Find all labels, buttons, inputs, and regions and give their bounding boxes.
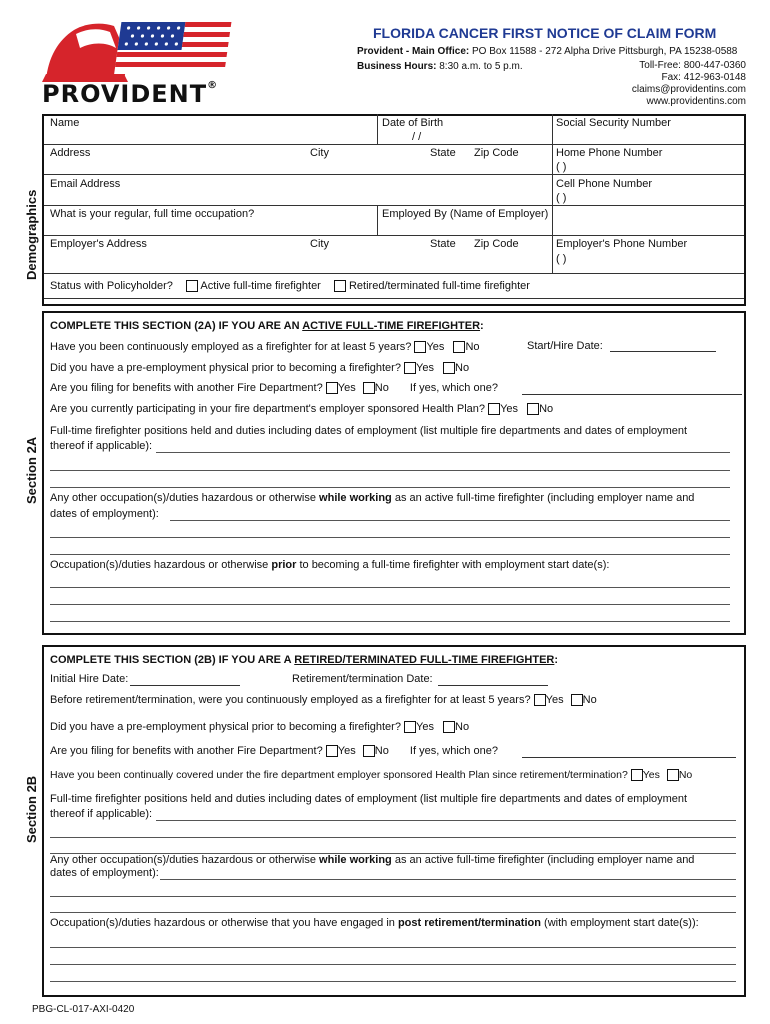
- ssn-field[interactable]: Social Security Number: [556, 117, 671, 129]
- occupation-field[interactable]: What is your regular, full time occupation?: [50, 208, 255, 220]
- 2b-q6-input-2[interactable]: [50, 896, 736, 897]
- employer-phone-field[interactable]: Employer's Phone Number: [556, 238, 688, 250]
- 2a-q2-row: Did you have a pre-employment physical prior to becoming a firefighter? Yes No: [50, 362, 470, 374]
- 2a-q6-input-2[interactable]: [50, 537, 730, 538]
- active-firefighter-label: Active full-time firefighter: [200, 280, 321, 292]
- employer-phone-paren: ( ): [556, 253, 567, 265]
- 2a-q2-no-checkbox[interactable]: [443, 362, 455, 374]
- 2a-q3-no-checkbox[interactable]: [363, 382, 375, 394]
- 2a-q2-yes-checkbox[interactable]: [404, 362, 416, 374]
- status-row: [50, 280, 530, 292]
- brand-name: PROVIDENT: [42, 80, 208, 108]
- 2b-q5-line1: Full-time firefighter positions held and duties including dates of employment (list multiple fire departments and dates of employment: [50, 793, 688, 805]
- employer-state-field[interactable]: State: [430, 238, 456, 250]
- email-link[interactable]: claims@providentins.com: [631, 84, 746, 95]
- employed-by-field[interactable]: Employed By (Name of Employer): [382, 208, 549, 220]
- 2b-q6-line2: dates of employment):: [50, 867, 159, 879]
- 2a-which-one-input[interactable]: [522, 394, 742, 395]
- 2a-q7-line: Occupation(s)/duties hazardous or otherwise prior to becoming a full-time firefighter with employment start date(s):: [50, 559, 610, 571]
- 2b-q4-no-checkbox[interactable]: [667, 769, 679, 781]
- 2b-q1-row: Before retirement/termination, were you continuously employed as a firefighter for at least 5 years? Yes No: [50, 694, 597, 706]
- tollfree-text: Toll-Free: 800-447-0360: [639, 60, 746, 71]
- 2a-q6-line1: Any other occupation(s)/duties hazardous or otherwise while working as an active full-time firefighter (including employer name and: [50, 492, 695, 504]
- 2a-q4-yes-checkbox[interactable]: [488, 403, 500, 415]
- address-field[interactable]: Address: [50, 147, 91, 159]
- employer-zip-field[interactable]: Zip Code: [474, 238, 519, 250]
- name-field[interactable]: Name: [50, 117, 80, 129]
- dob-slashes: / /: [412, 131, 422, 143]
- home-phone-field[interactable]: Home Phone Number: [556, 147, 663, 159]
- 2a-q7-input-2[interactable]: [50, 604, 730, 605]
- cell-phone-paren: ( ): [556, 192, 567, 204]
- 2b-which-one-input[interactable]: [522, 757, 736, 758]
- 2a-q3-row: Are you filing for benefits with another Fire Department? Yes No If yes, which one?: [50, 382, 498, 394]
- 2b-q4-row: Have you been continually covered under the fire department employer sponsored Health Plan since retirement/termination? Yes No: [50, 769, 693, 781]
- 2b-q1-yes-checkbox[interactable]: [534, 694, 546, 706]
- fax-text: Fax: 412-963-0148: [661, 72, 746, 83]
- 2b-q3-yes-checkbox[interactable]: [326, 745, 338, 757]
- 2a-q4-no-checkbox[interactable]: [527, 403, 539, 415]
- 2b-q5-input-2[interactable]: [50, 837, 736, 838]
- 2a-q1-no-checkbox[interactable]: [453, 341, 465, 353]
- employer-address-field[interactable]: Employer's Address: [50, 238, 147, 250]
- 2a-q5-line2: thereof if applicable):: [50, 440, 153, 452]
- 2b-q3-row: Are you filing for benefits with another Fire Department? Yes No If yes, which one?: [50, 745, 498, 757]
- helmet-flag-logo-icon: [36, 18, 246, 88]
- registered-mark: ®: [207, 80, 219, 91]
- employer-city-field[interactable]: City: [310, 238, 329, 250]
- initial-hire-input[interactable]: [130, 685, 240, 686]
- 2a-q5-input-3[interactable]: [50, 487, 730, 488]
- 2a-q5-input-1[interactable]: [156, 452, 730, 453]
- 2b-q2-yes-checkbox[interactable]: [404, 721, 416, 733]
- 2b-q3-no-checkbox[interactable]: [363, 745, 375, 757]
- website-link[interactable]: www.providentins.com: [646, 96, 746, 107]
- 2a-q5-line1: Full-time firefighter positions held and duties including dates of employment (list multiple fire departments and dates of employment: [50, 425, 688, 437]
- 2b-q6-line1: Any other occupation(s)/duties hazardous or otherwise while working as an active full-time firefighter (including employer name and: [50, 854, 695, 866]
- start-hire-input[interactable]: [610, 351, 716, 352]
- section-2a-heading: COMPLETE THIS SECTION (2A) IF YOU ARE AN ACTIVE FULL-TIME FIREFIGHTER:: [50, 320, 484, 332]
- retire-date-input[interactable]: [438, 685, 548, 686]
- home-phone-paren: ( ): [556, 161, 567, 173]
- initial-hire-label: Initial Hire Date:: [50, 673, 129, 685]
- office-line: Provident - Main Office: PO Box 11588 - 272 Alpha Drive Pittsburgh, PA 15238-0588: [357, 46, 738, 57]
- 2b-q5-line2: thereof if applicable):: [50, 808, 153, 820]
- zip-field[interactable]: Zip Code: [474, 147, 519, 159]
- cell-phone-field[interactable]: Cell Phone Number: [556, 178, 652, 190]
- 2b-q7-input-2[interactable]: [50, 964, 736, 965]
- form-title: FLORIDA CANCER FIRST NOTICE OF CLAIM FORM: [373, 25, 717, 41]
- provident-logo: [36, 18, 246, 110]
- 2b-q7-input-3[interactable]: [50, 981, 736, 982]
- 2a-q1-yes-checkbox[interactable]: [414, 341, 426, 353]
- 2a-q4-row: Are you currently participating in your fire department's employer sponsored Health Plan? Yes No: [50, 403, 554, 415]
- 2b-q1-no-checkbox[interactable]: [571, 694, 583, 706]
- retired-firefighter-checkbox[interactable]: [334, 280, 346, 292]
- 2b-q7-input-1[interactable]: [50, 947, 736, 948]
- start-hire-label: Start/Hire Date:: [527, 340, 603, 352]
- city-field[interactable]: City: [310, 147, 329, 159]
- section-2a-label: Section 2A: [24, 436, 39, 504]
- 2a-q6-line2: dates of employment):: [50, 508, 159, 520]
- dob-field[interactable]: Date of Birth: [382, 117, 444, 129]
- active-firefighter-checkbox[interactable]: [186, 280, 198, 292]
- 2b-q4-yes-checkbox[interactable]: [631, 769, 643, 781]
- retired-firefighter-label: Retired/terminated full-time firefighter: [348, 280, 530, 292]
- 2a-q5-input-2[interactable]: [50, 470, 730, 471]
- 2b-q5-input-1[interactable]: [156, 820, 736, 821]
- section-2b-heading: COMPLETE THIS SECTION (2B) IF YOU ARE A RETIRED/TERMINATED FULL-TIME FIREFIGHTER:: [50, 654, 559, 666]
- status-label: Status with Policyholder?: [50, 280, 173, 292]
- 2b-q7-line: Occupation(s)/duties hazardous or otherwise that you have engaged in post retirement/termination (with employment start date(s)):: [50, 917, 699, 929]
- email-field[interactable]: Email Address: [50, 178, 121, 190]
- 2a-q6-input-1[interactable]: [170, 520, 730, 521]
- 2b-q6-input-3[interactable]: [50, 912, 736, 913]
- retire-date-label: Retirement/termination Date:: [292, 673, 433, 685]
- 2b-q6-input-1[interactable]: [160, 879, 736, 880]
- demographics-label: Demographics: [24, 189, 39, 280]
- hours-line: Business Hours: 8:30 a.m. to 5 p.m.: [357, 61, 523, 72]
- form-code: PBG-CL-017-AXI-0420: [32, 1004, 135, 1015]
- 2a-q7-input-1[interactable]: [50, 587, 730, 588]
- 2b-q2-row: Did you have a pre-employment physical prior to becoming a firefighter? Yes No: [50, 721, 470, 733]
- state-field[interactable]: State: [430, 147, 456, 159]
- 2b-q2-no-checkbox[interactable]: [443, 721, 455, 733]
- 2a-q1-row: Have you been continuously employed as a firefighter for at least 5 years? Yes No: [50, 341, 480, 353]
- 2a-q7-input-3[interactable]: [50, 621, 730, 622]
- 2a-q3-yes-checkbox[interactable]: [326, 382, 338, 394]
- 2a-q6-input-3[interactable]: [50, 554, 730, 555]
- section-2b-label: Section 2B: [24, 775, 39, 843]
